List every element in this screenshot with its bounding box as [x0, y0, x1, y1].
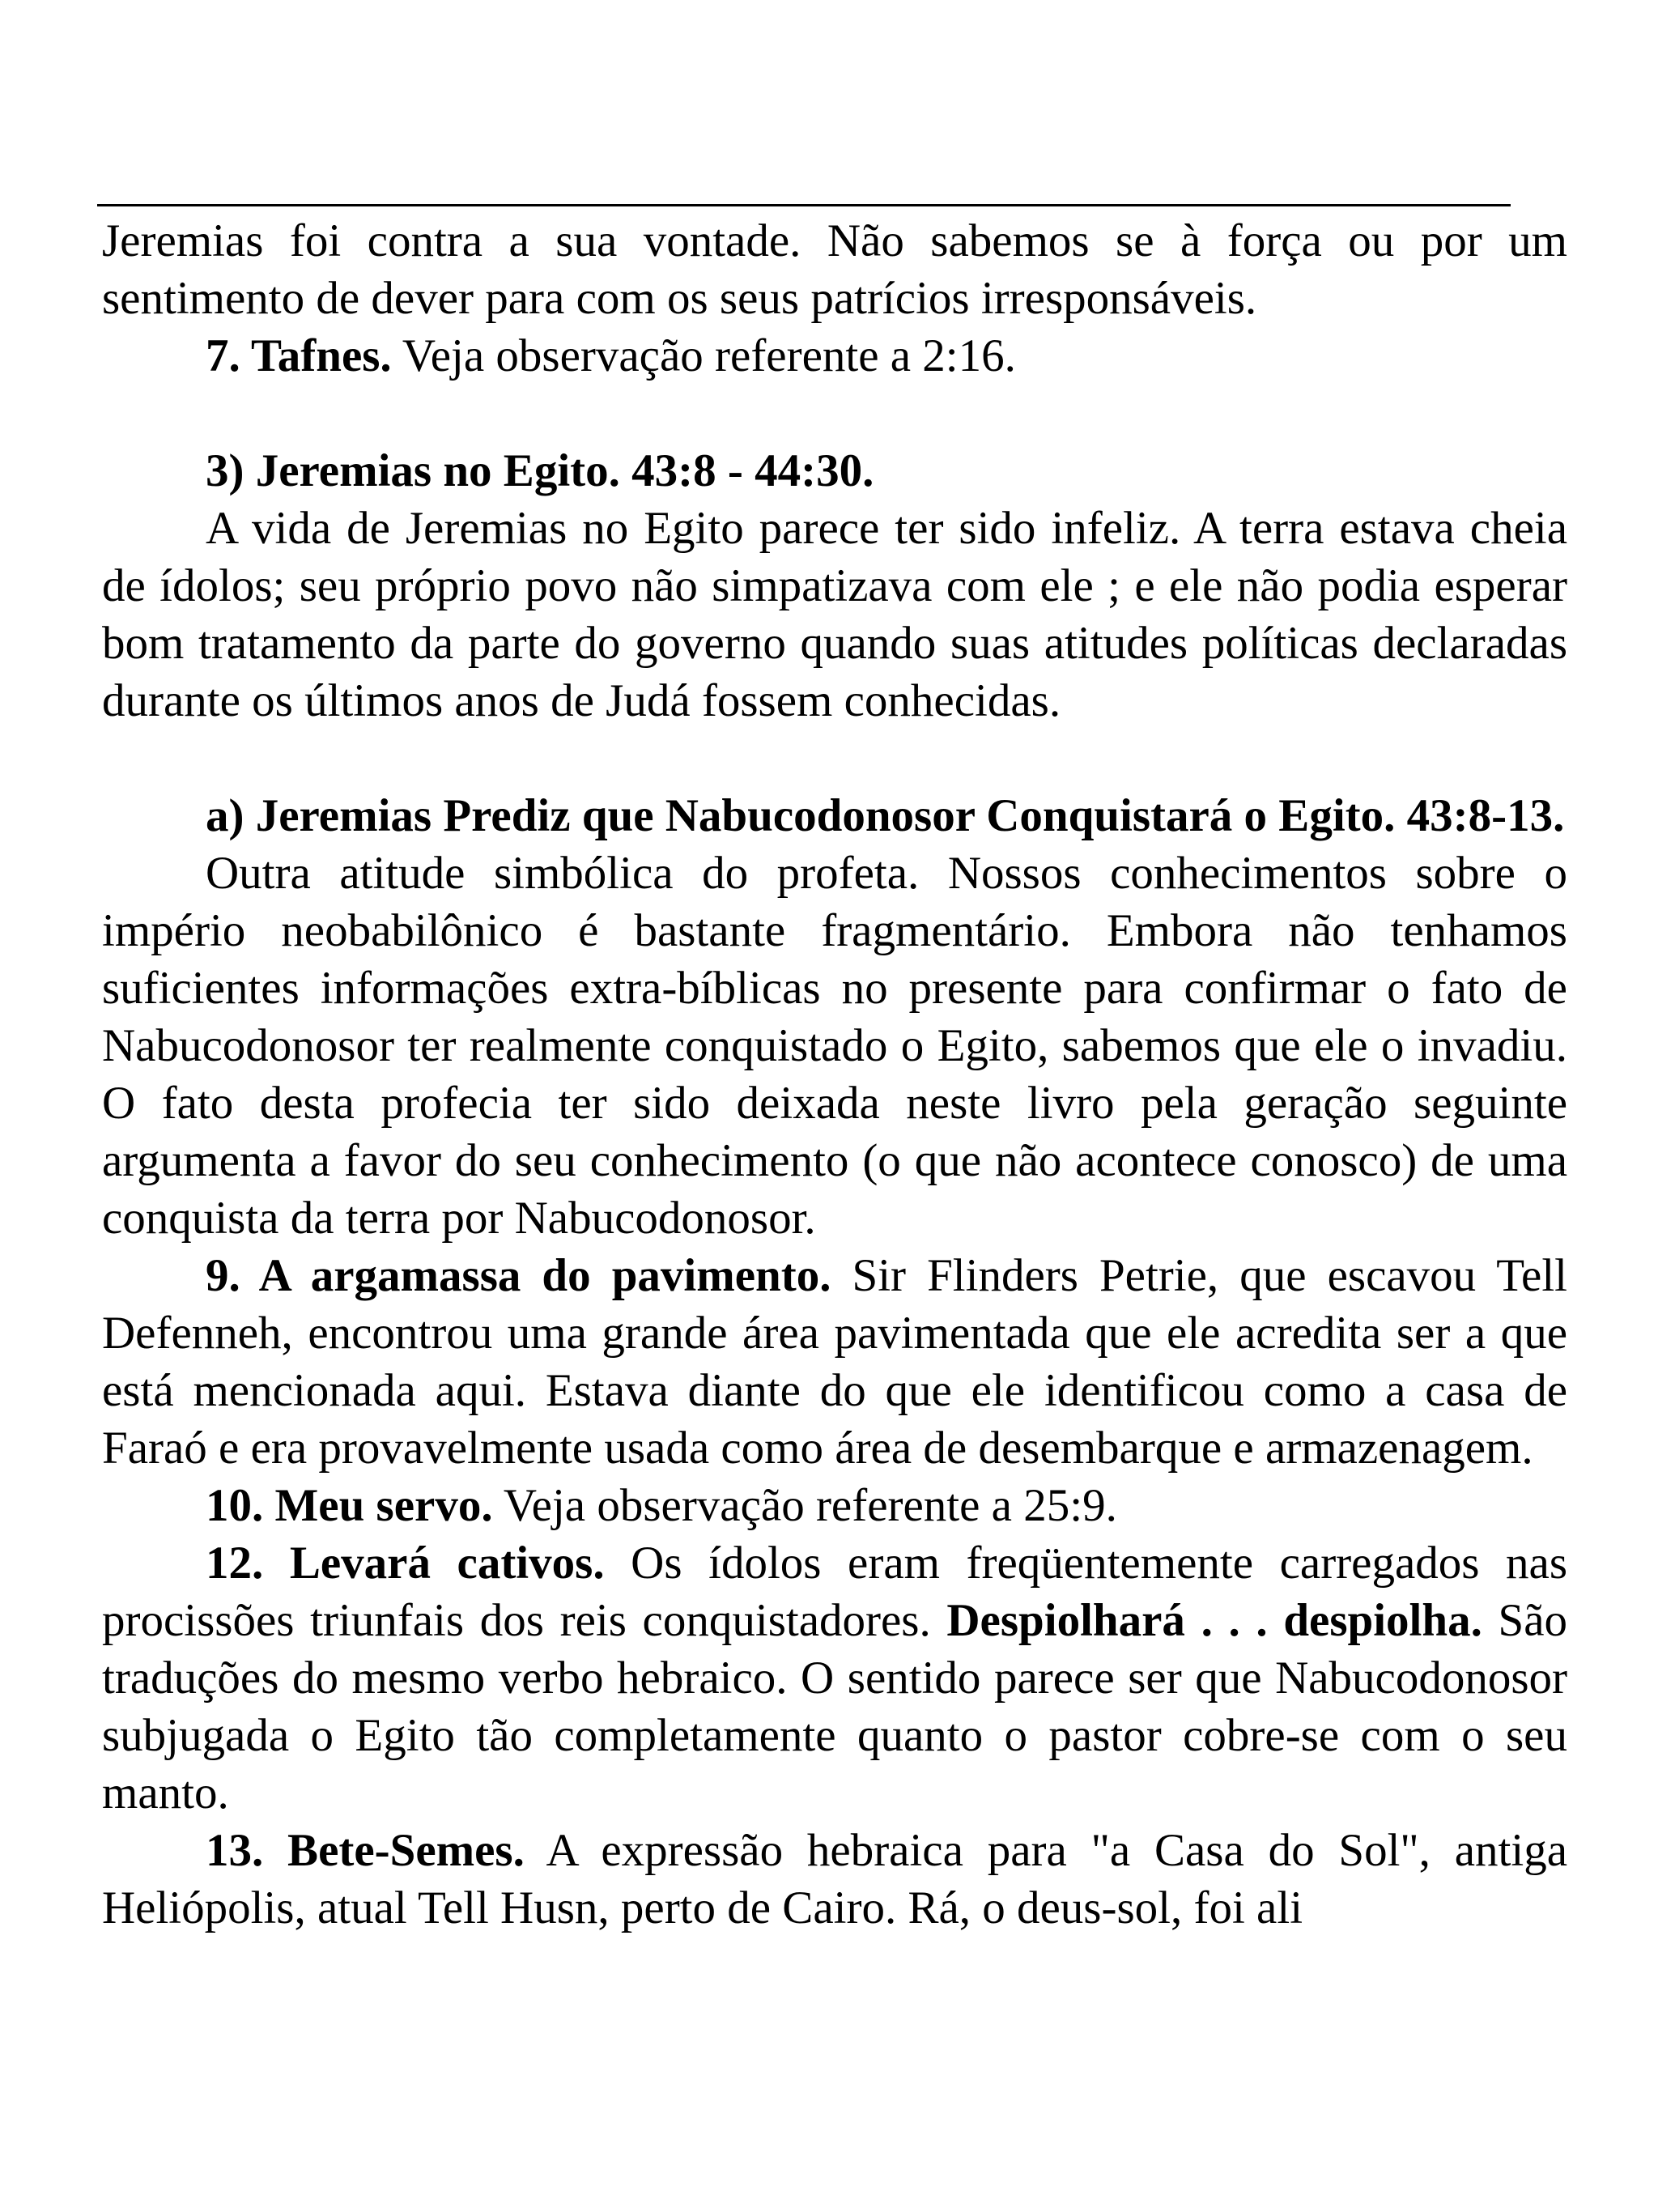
body-text: [102, 212, 1567, 1937]
note-reference: 13. Bete-Semes.: [206, 1825, 525, 1876]
paragraph-note-13: [102, 1822, 1567, 1937]
paragraph-note-12: [102, 1534, 1567, 1822]
note-text: Veja observação referente a 2:16.: [391, 330, 1016, 381]
paragraph-continuation: Jeremias foi contra a sua vontade. Não sabemos se à força ou por um sentimento de dever para com os seus patrícios irresponsáveis.: [102, 215, 1567, 324]
paragraph-note-7: [102, 327, 1567, 385]
spacer: [102, 730, 1567, 787]
note-text: Os ídolos eram freqüentemente carregados nas procissões triunfais dos reis conquistadores.: [102, 1538, 1567, 1646]
note-text: São traduções do mesmo verbo hebraico. O sentido parece ser que Nabucodonosor subjugada o Egito tão completamente quanto o pastor cobre-se com o seu manto.: [102, 1595, 1567, 1819]
subsection-heading: a) Jeremias Prediz que Nabucodonosor Conquistará o Egito. 43:8-13.: [206, 790, 1565, 841]
note-text: Veja observação referente a 25:9.: [492, 1480, 1117, 1531]
paragraph-subsection-intro: Outra atitude simbólica do profeta. Nossos conhecimentos sobre o império neobabilônico é bastante fragmentário. Embora não tenhamos suficientes informações extra-bíblicas no presente para confirmar o fato de Nabucodonosor ter realmente conquistado o Egito, sabemos que ele o invadiu. O fato desta profecia ter sido deixada neste livro pela geração seguinte argumenta a favor do seu conhecimento (o que não acontece conosco) de uma conquista da terra por Nabucodonosor.: [102, 848, 1567, 1244]
paragraph-note-10: [102, 1477, 1567, 1534]
note-reference: 12. Levará cativos.: [206, 1538, 605, 1589]
note-reference: 10. Meu servo.: [206, 1480, 493, 1531]
note-term: Despiolhará . . . despiolha.: [946, 1595, 1482, 1646]
note-reference: 7. Tafnes.: [206, 330, 392, 381]
note-reference: 9. A argamassa do pavimento.: [206, 1250, 831, 1301]
note-text: Sir Flinders Petrie, que escavou Tell Defenneh, encontrou uma grande área pavimentada que ele acredita ser a que está mencionada aqui. Estava diante do que ele identificou como a casa de Faraó e era provavelmente usada como área de desembarque e armazenagem.: [102, 1250, 1567, 1474]
note-text: A expressão hebraica para "a Casa do Sol", antiga Heliópolis, atual Tell Husn, perto de Cairo. Rá, o deus-sol, foi ali: [102, 1825, 1568, 1933]
section-heading: 3) Jeremias no Egito. 43:8 - 44:30.: [206, 445, 874, 496]
footnote-separator-rule: [97, 204, 1511, 206]
paragraph-section-intro: A vida de Jeremias no Egito parece ter sido infeliz. A terra estava cheia de ídolos; seu próprio povo não simpatizava com ele ; e ele não podia esperar bom tratamento da parte do governo quando suas atitudes políticas declaradas durante os últimos anos de Judá fossem conhecidas.: [102, 503, 1567, 726]
spacer: [102, 385, 1567, 442]
paragraph-note-9: [102, 1247, 1567, 1477]
